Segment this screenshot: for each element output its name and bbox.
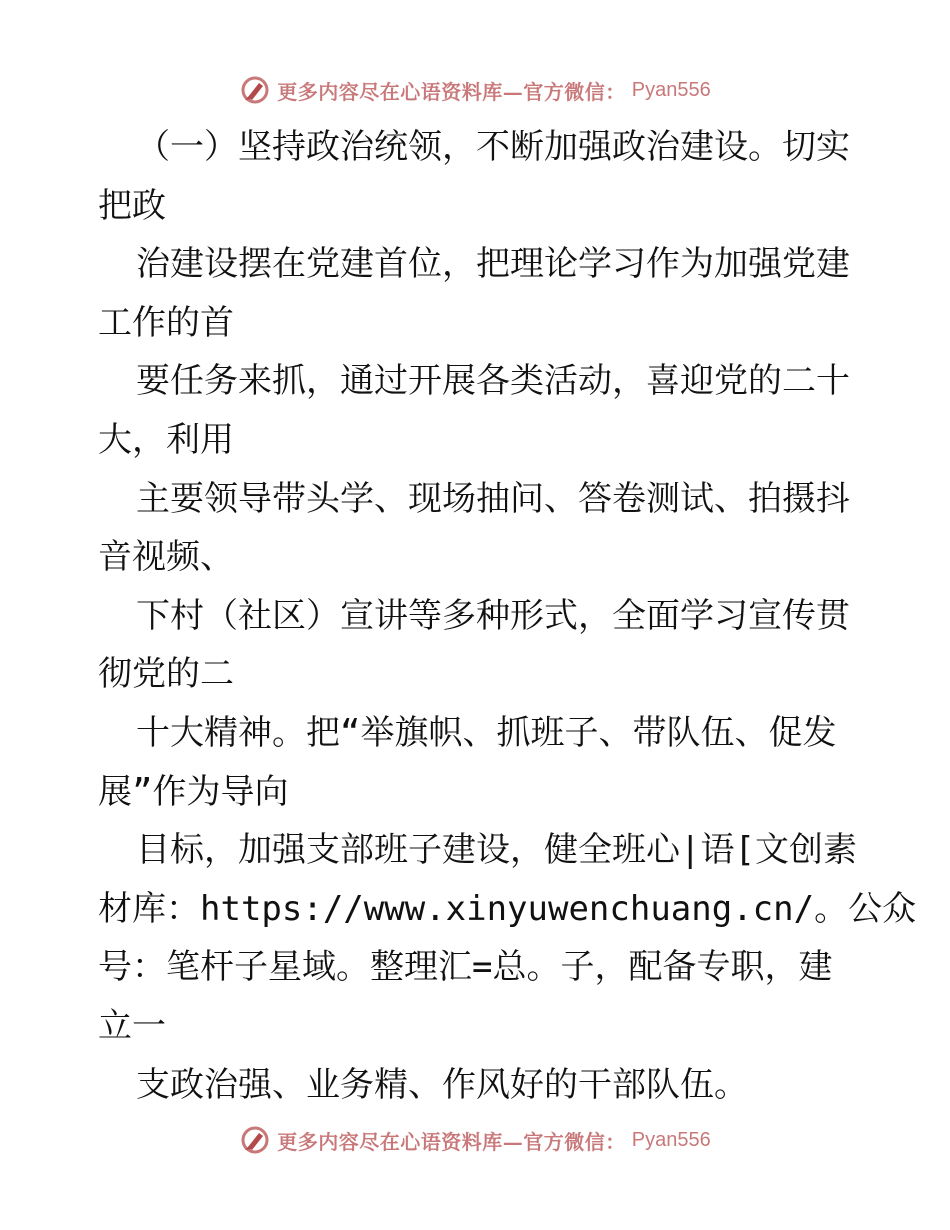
text-line: 工作的首 bbox=[98, 302, 234, 343]
header-banner-handle: Pyan556 bbox=[631, 78, 711, 101]
header-watermark-banner bbox=[0, 70, 950, 110]
footer-banner-text: 更多内容尽在心语资料库—官方微信： bbox=[277, 1129, 626, 1154]
text-line: 立一 bbox=[98, 1005, 166, 1046]
text-line: 十大精神。把“举旗帜、抓班子、带队伍、促发 bbox=[136, 712, 837, 753]
document-body bbox=[98, 118, 917, 1114]
text-line: 展”作为导向 bbox=[98, 771, 289, 812]
pen-nib-circle-icon bbox=[239, 1124, 271, 1156]
text-line: 音视频、 bbox=[98, 537, 234, 578]
text-line: 材库：https://www.xinyuwenchuang.cn/。公众 bbox=[98, 888, 917, 929]
header-banner-text: 更多内容尽在心语资料库—官方微信： bbox=[277, 79, 626, 104]
text-line: 下村（社区）宣讲等多种形式，全面学习宣传贯 bbox=[136, 595, 850, 636]
text-line: （一）坚持政治统领，不断加强政治建设。切实 bbox=[136, 127, 850, 167]
footer-watermark-banner bbox=[0, 1120, 950, 1160]
text-line: 把政 bbox=[98, 185, 166, 226]
text-line: 彻党的二 bbox=[98, 654, 234, 695]
text-line: 大，利用 bbox=[98, 419, 234, 460]
text-line: 治建设摆在党建首位，把理论学习作为加强党建 bbox=[136, 244, 850, 285]
text-line: 目标，加强支部班子建设，健全班心|语[文创素 bbox=[136, 830, 857, 871]
text-line: 支政治强、业务精、作风好的干部队伍。 bbox=[136, 1064, 748, 1105]
footer-banner-handle: Pyan556 bbox=[631, 1128, 711, 1151]
text-line: 主要领导带头学、现场抽问、答卷测试、拍摄抖 bbox=[136, 478, 850, 519]
text-line: 要任务来抓，通过开展各类活动，喜迎党的二十 bbox=[136, 361, 850, 402]
pen-nib-circle-icon bbox=[239, 74, 271, 106]
text-line: 号：笔杆子星域。整理汇=总。子，配备专职，建 bbox=[98, 947, 833, 988]
